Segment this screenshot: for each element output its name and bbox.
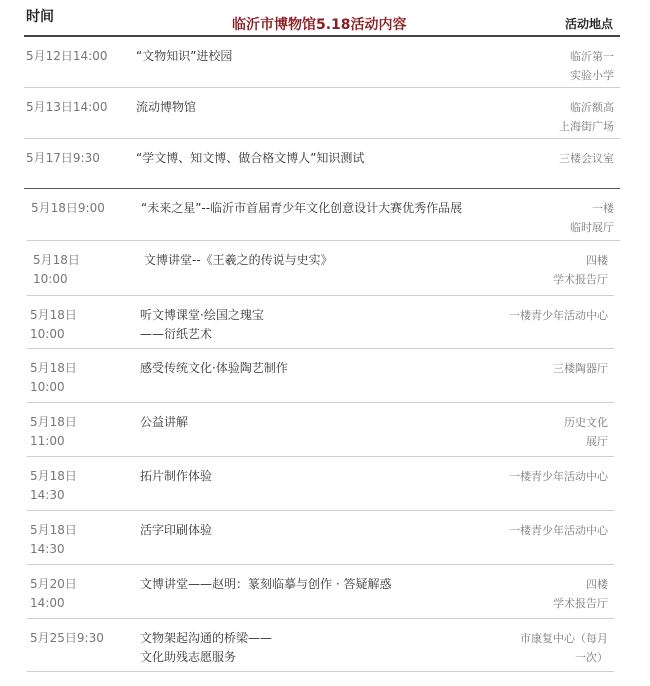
row-activity [136,98,196,117]
table-row [24,88,620,139]
row-activity-line: 公益讲解 [140,415,189,429]
table-row [24,37,620,88]
row-location [520,629,608,667]
row-activity [136,47,232,66]
row-activity-line: 拓片制作体验 [140,469,213,483]
table-row [27,565,614,619]
row-location-line: 一次） [575,651,608,664]
row-time [26,98,108,117]
row-activity [140,629,272,667]
row-activity-line: ——衍纸艺术 [140,327,213,341]
row-time-line: 5月18日 [30,415,77,429]
row-location-line: 实验小学 [570,69,614,82]
row-location [509,306,608,325]
row-location-line: 一楼 [592,202,614,215]
row-time [30,413,77,451]
row-location-line: 四楼 [586,578,608,591]
row-time-line: 14:30 [30,488,65,502]
header-location-label: 活动地点 [565,17,614,31]
row-activity-line: 文物架起沟通的桥梁—— [140,631,273,645]
row-time-line: 5月18日 [30,308,77,322]
row-activity [141,199,462,218]
row-activity [140,467,212,486]
row-time [33,251,80,289]
row-time-line: 10:00 [30,380,65,394]
row-location [570,199,614,237]
row-location-line: 四楼 [586,254,608,267]
row-location-line: 三楼陶器厅 [553,362,608,375]
row-time [26,47,108,66]
row-location-line: 学术报告厅 [553,597,608,610]
table-header [0,0,650,38]
row-time-line: 14:00 [30,596,65,610]
row-time-line: 11:00 [30,434,65,448]
row-time-line: 5月18日9:00 [31,201,105,215]
header-time-label: 时间 [26,9,54,25]
row-location-line: 学术报告厅 [553,273,608,286]
row-activity [140,521,212,540]
row-location [559,149,614,168]
row-location-line: 三楼会议室 [559,152,614,165]
row-location [553,575,608,613]
row-activity [140,575,391,594]
row-location [553,251,608,289]
row-time [30,306,77,344]
row-time-line: 5月18日 [33,253,80,267]
row-activity-line: 文博讲堂--《王羲之的传说与史实》 [144,253,333,267]
row-activity-line: 听文博课堂·绘国之瑰宝 [140,308,264,322]
table-row [27,403,614,457]
row-location [553,359,608,378]
row-location [559,98,614,136]
row-location-line: 一楼青少年活动中心 [509,470,608,483]
row-location-line: 上海街广场 [559,120,614,133]
row-location-line: 一楼青少年活动中心 [509,524,608,537]
table-row [27,457,614,511]
row-time [30,629,104,648]
row-activity-line: 文博讲堂——赵明：篆刻临摹与创作 · 答疑解惑 [140,577,392,591]
row-location-line: 临沂第一 [570,50,614,63]
row-activity-line: 流动博物馆 [136,100,197,114]
row-time [30,575,77,613]
page-title: 临沂市博物馆5.18活动内容 [232,17,407,33]
row-time [31,199,105,218]
row-location-line: 历史文化 [564,416,608,429]
row-time-line: 5月18日 [30,361,77,375]
row-activity-line: 文化助残志愿服务 [140,650,237,664]
row-location-line: 临时展厅 [570,221,614,234]
row-activity-line: “学文博、知文博、做合格文博人”知识测试 [136,151,365,165]
row-time-line: 5月17日9:30 [26,151,100,165]
row-activity [140,413,188,432]
row-location-line: 市康复中心（每月 [520,632,608,645]
row-location [570,47,614,85]
row-activity-line: “未来之星”--临沂市首届青少年文化创意设计大赛优秀作品展 [141,201,463,215]
row-time-line: 5月12日14:00 [26,49,108,63]
row-location [509,521,608,540]
row-time-line: 5月13日14:00 [26,100,108,114]
table-row [27,296,614,349]
row-time-line: 5月18日 [30,523,77,537]
row-time-line: 10:00 [33,272,68,286]
row-time-line: 10:00 [30,327,65,341]
row-activity-line: “文物知识”进校园 [136,49,233,63]
row-time [30,359,77,397]
row-location-line: 临沂额高 [570,101,614,114]
row-activity-line: 活字印刷体验 [140,523,213,537]
row-location-line: 展厅 [586,435,608,448]
table-row [27,241,614,296]
table-row [27,189,620,241]
row-time-line: 5月18日 [30,469,77,483]
row-activity [144,251,333,270]
row-activity [136,149,364,168]
row-divider [27,671,614,672]
row-time-line: 5月25日9:30 [30,631,104,645]
row-location [564,413,608,451]
row-location [509,467,608,486]
table-row [27,511,614,565]
row-location-line: 一楼青少年活动中心 [509,309,608,322]
table-row [24,139,620,189]
row-activity-line: 感受传统文化·体验陶艺制作 [140,361,288,375]
row-time [26,149,100,168]
table-row [27,349,614,403]
row-time-line: 5月20日 [30,577,77,591]
row-activity [140,306,264,344]
row-activity [140,359,288,378]
row-time-line: 14:30 [30,542,65,556]
row-time [30,521,77,559]
table-row [27,619,614,672]
row-time [30,467,77,505]
